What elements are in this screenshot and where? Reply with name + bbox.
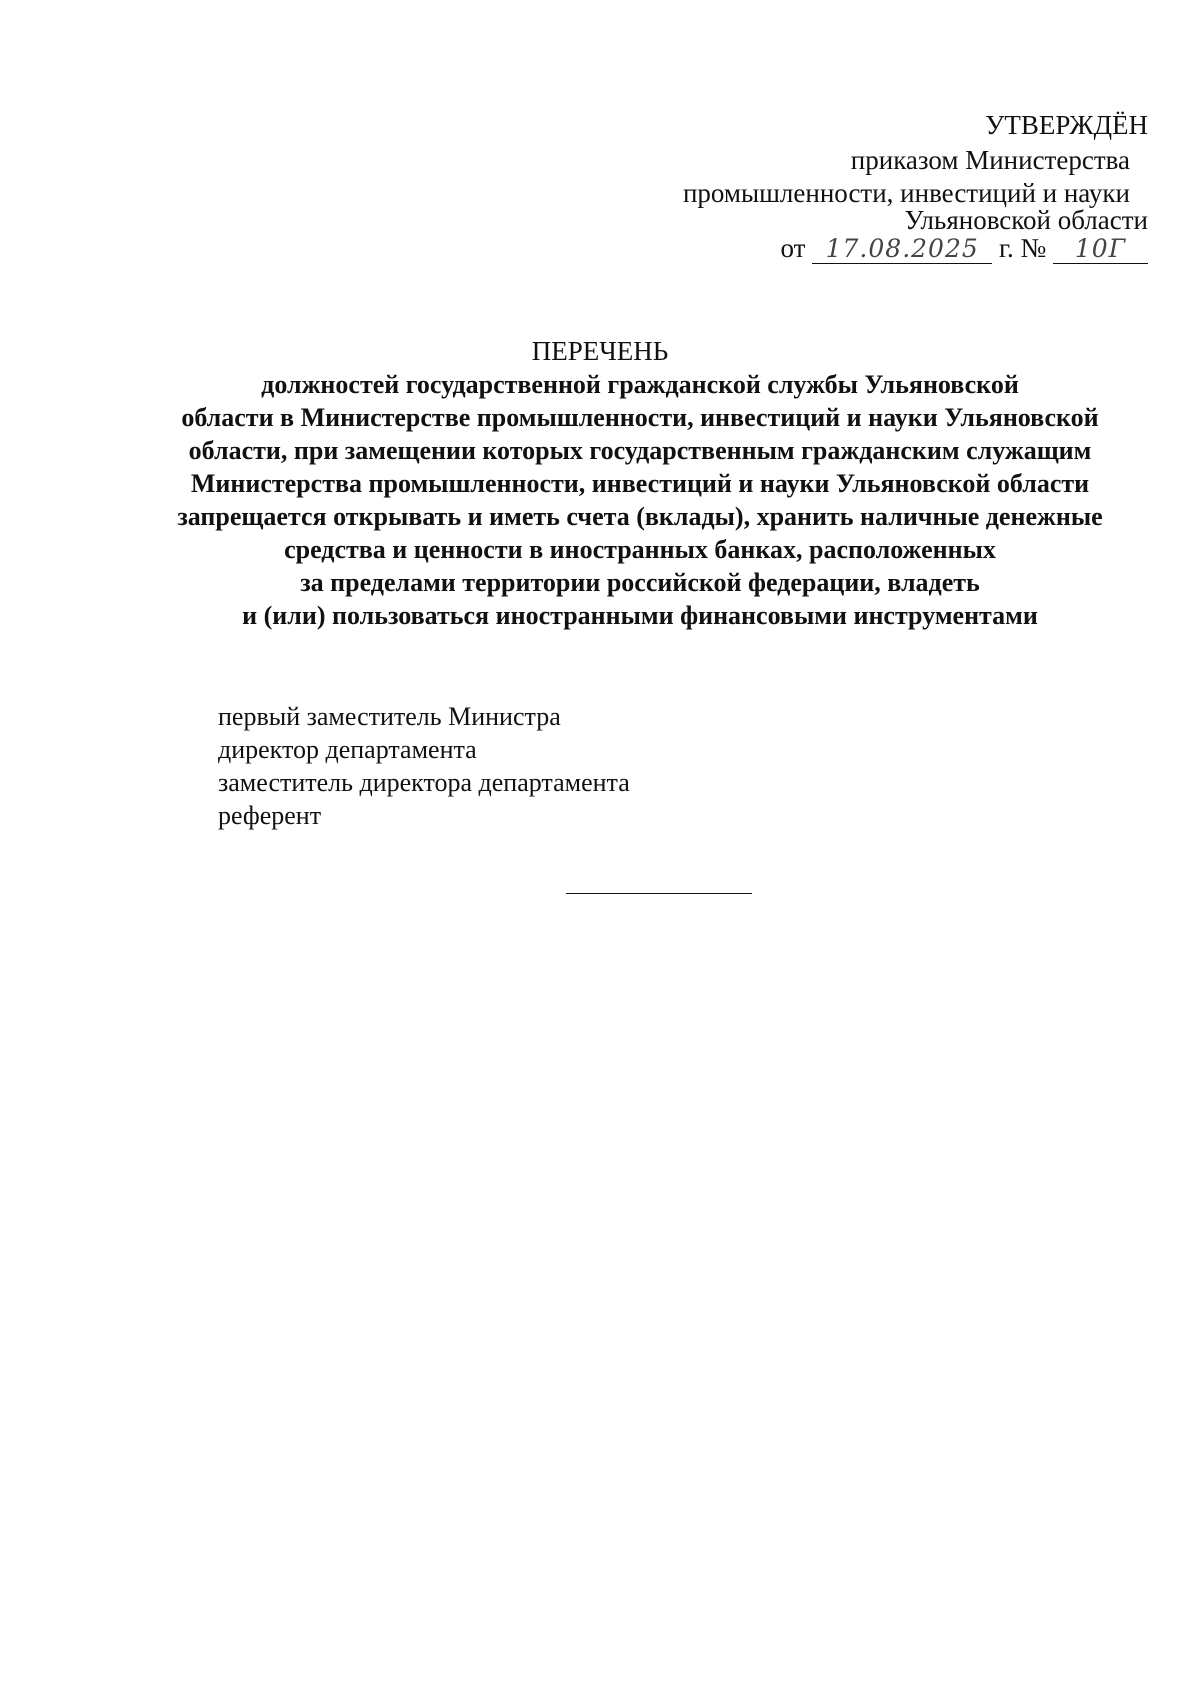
approval-line-1: приказом Министерства	[850, 145, 1130, 175]
approval-line-2: промышленности, инвестиций и науки	[682, 178, 1130, 208]
subject-line: должностей государственной гражданской службы Ульяновской	[261, 370, 1019, 399]
subject-line: области, при замещении которых государственным гражданским служащим	[188, 436, 1092, 465]
date-prefix: от	[780, 233, 806, 263]
handwritten-date: 17.08.2025	[812, 234, 992, 264]
handwritten-number: 10Г	[1053, 234, 1148, 264]
subject-line: за пределами территории российской федерации, владеть	[300, 568, 980, 597]
positions-list	[218, 700, 630, 832]
position-item: первый заместитель Министра	[218, 702, 561, 731]
year-number-label: г. №	[998, 233, 1047, 263]
subject-line: области в Министерстве промышленности, инвестиций и науки Ульяновской	[181, 403, 1099, 432]
position-item: заместитель директора департамента	[218, 768, 630, 797]
subject-line: Министерства промышленности, инвестиций и науки Ульяновской области	[190, 469, 1090, 498]
position-item: референт	[218, 801, 322, 830]
approval-line-3: Ульяновской области	[904, 205, 1148, 235]
approval-heading: УТВЕРЖДЁН	[985, 110, 1148, 140]
subject-line: запрещается открывать и иметь счета (вклады), хранить наличные денежные	[177, 502, 1103, 531]
subject-line: средства и ценности в иностранных банках, расположенных	[284, 535, 996, 564]
approval-date-line	[781, 233, 1149, 264]
position-item: директор департамента	[218, 735, 477, 764]
document-subject	[150, 368, 1130, 632]
closing-divider	[566, 893, 752, 894]
subject-line: и (или) пользоваться иностранными финансовыми инструментами	[242, 601, 1038, 630]
document-title: ПЕРЕЧЕНЬ	[531, 336, 669, 366]
